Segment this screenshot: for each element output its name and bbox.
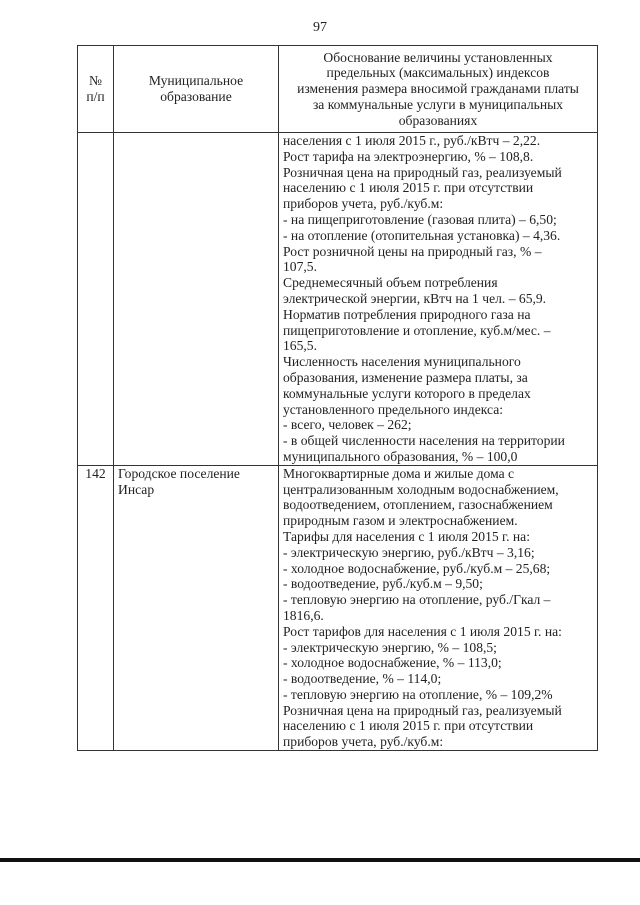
municipality-name-line: Инсар: [118, 481, 155, 497]
table-row: [78, 133, 598, 466]
justification-text-line: Норматив потребления природного газа на: [283, 306, 531, 322]
justification-text-line: 107,5.: [283, 259, 317, 275]
header-text: Муниципальное: [148, 73, 244, 89]
header-justification: [279, 46, 598, 133]
justification-text-line: - всего, человек – 262;: [283, 417, 412, 433]
justification-text-line: - на пищеприготовление (газовая плита) – 6,50;: [283, 211, 557, 227]
justification-text-line: установленного предельного индекса:: [283, 401, 504, 417]
justification-text-line: Рост розничной цены на природный газ, % –: [283, 243, 542, 259]
justification-text-line: - в общей численности населения на территории: [283, 433, 565, 449]
municipality-name-line: Городское поселение: [118, 465, 240, 481]
justification-text-line: - на отопление (отопительная установка) – 4,36.: [283, 227, 561, 243]
justification-text-line: электрической энергии, кВтч на 1 чел. – 65,9.: [283, 290, 547, 306]
justification-text-line: - электрическую энергию, % – 108,5;: [283, 639, 497, 655]
header-number: [78, 46, 114, 133]
justification-text-line: централизованным холодным водоснабжением,: [283, 481, 559, 497]
justification-text-line: Среднемесячный объем потребления: [283, 275, 498, 291]
justification-text-line: - тепловую энергию на отопление, руб./Гкал –: [283, 592, 551, 608]
table-row: [78, 465, 598, 750]
justification-text-line: Рост тарифа на электроэнергию, % – 108,8.: [283, 148, 534, 164]
justification-text-line: 1816,6.: [283, 607, 324, 623]
bottom-rule: [0, 858, 640, 862]
table-header-row: [78, 46, 598, 133]
row-number-cell: 142: [78, 465, 114, 750]
justification-text-line: - водоотведение, руб./куб.м – 9,50;: [283, 576, 483, 592]
header-text: за коммунальные услуги в муниципальных: [312, 96, 564, 112]
justification-text-line: водоотведением, отоплением, газоснабжением: [283, 497, 553, 513]
justification-text-line: 165,5.: [283, 338, 317, 354]
justification-text-line: Розничная цена на природный газ, реализуемый: [283, 164, 562, 180]
justification-text-line: Розничная цена на природный газ, реализуемый: [283, 702, 562, 718]
header-text: образованиях: [398, 112, 478, 128]
justification-text-line: приборов учета, руб./куб.м:: [283, 734, 444, 750]
header-text: №: [89, 73, 102, 89]
justification-text-line: приборов учета, руб./куб.м:: [283, 196, 444, 212]
justification-cell: [279, 133, 598, 466]
justification-text-line: пищеприготовление и отопление, куб.м/мес. –: [283, 322, 551, 338]
justification-text-line: - тепловую энергию на отопление, % – 109,2%: [283, 686, 553, 702]
justification-text-line: муниципального образования, % – 100,0: [283, 448, 518, 464]
justification-cell: [279, 465, 598, 750]
justification-text-line: природным газом и электроснабжением.: [283, 513, 518, 529]
justification-text-line: населению с 1 июля 2015 г. при отсутствии: [283, 180, 534, 196]
row-number-cell: [78, 133, 114, 466]
justification-text-line: коммунальные услуги которого в пределах: [283, 385, 531, 401]
justification-text-line: - холодное водоснабжение, % – 113,0;: [283, 655, 502, 671]
justification-text-line: - водоотведение, % – 114,0;: [283, 671, 442, 687]
justification-text-line: Тарифы для населения с 1 июля 2015 г. на:: [283, 528, 530, 544]
justification-text-line: населению с 1 июля 2015 г. при отсутствии: [283, 718, 534, 734]
header-text: изменения размера вносимой гражданами платы: [297, 81, 579, 97]
justification-text-line: Многоквартирные дома и жилые дома с: [283, 465, 515, 481]
justification-text-line: населения с 1 июля 2015 г., руб./кВтч – 2,22.: [283, 133, 541, 148]
header-text: Обоснование величины установленных: [323, 49, 553, 65]
page-number: 97: [313, 20, 327, 35]
justification-text-line: Рост тарифов для населения с 1 июля 2015 г. на:: [283, 623, 562, 639]
justification-text-line: Численность населения муниципального: [283, 354, 521, 370]
header-municipality: [114, 46, 279, 133]
justification-text-line: - электрическую энергию, руб./кВтч – 3,16;: [283, 544, 535, 560]
municipality-cell: [114, 133, 279, 466]
justification-text-line: образования, изменение размера платы, за: [283, 369, 528, 385]
justification-text-line: - холодное водоснабжение, руб./куб.м – 25,68;: [283, 560, 551, 576]
header-text: п/п: [86, 89, 105, 104]
municipality-cell: [114, 465, 279, 750]
header-text: предельных (максимальных) индексов: [326, 65, 550, 81]
header-text: образование: [160, 89, 232, 104]
tariff-table: [77, 45, 598, 751]
